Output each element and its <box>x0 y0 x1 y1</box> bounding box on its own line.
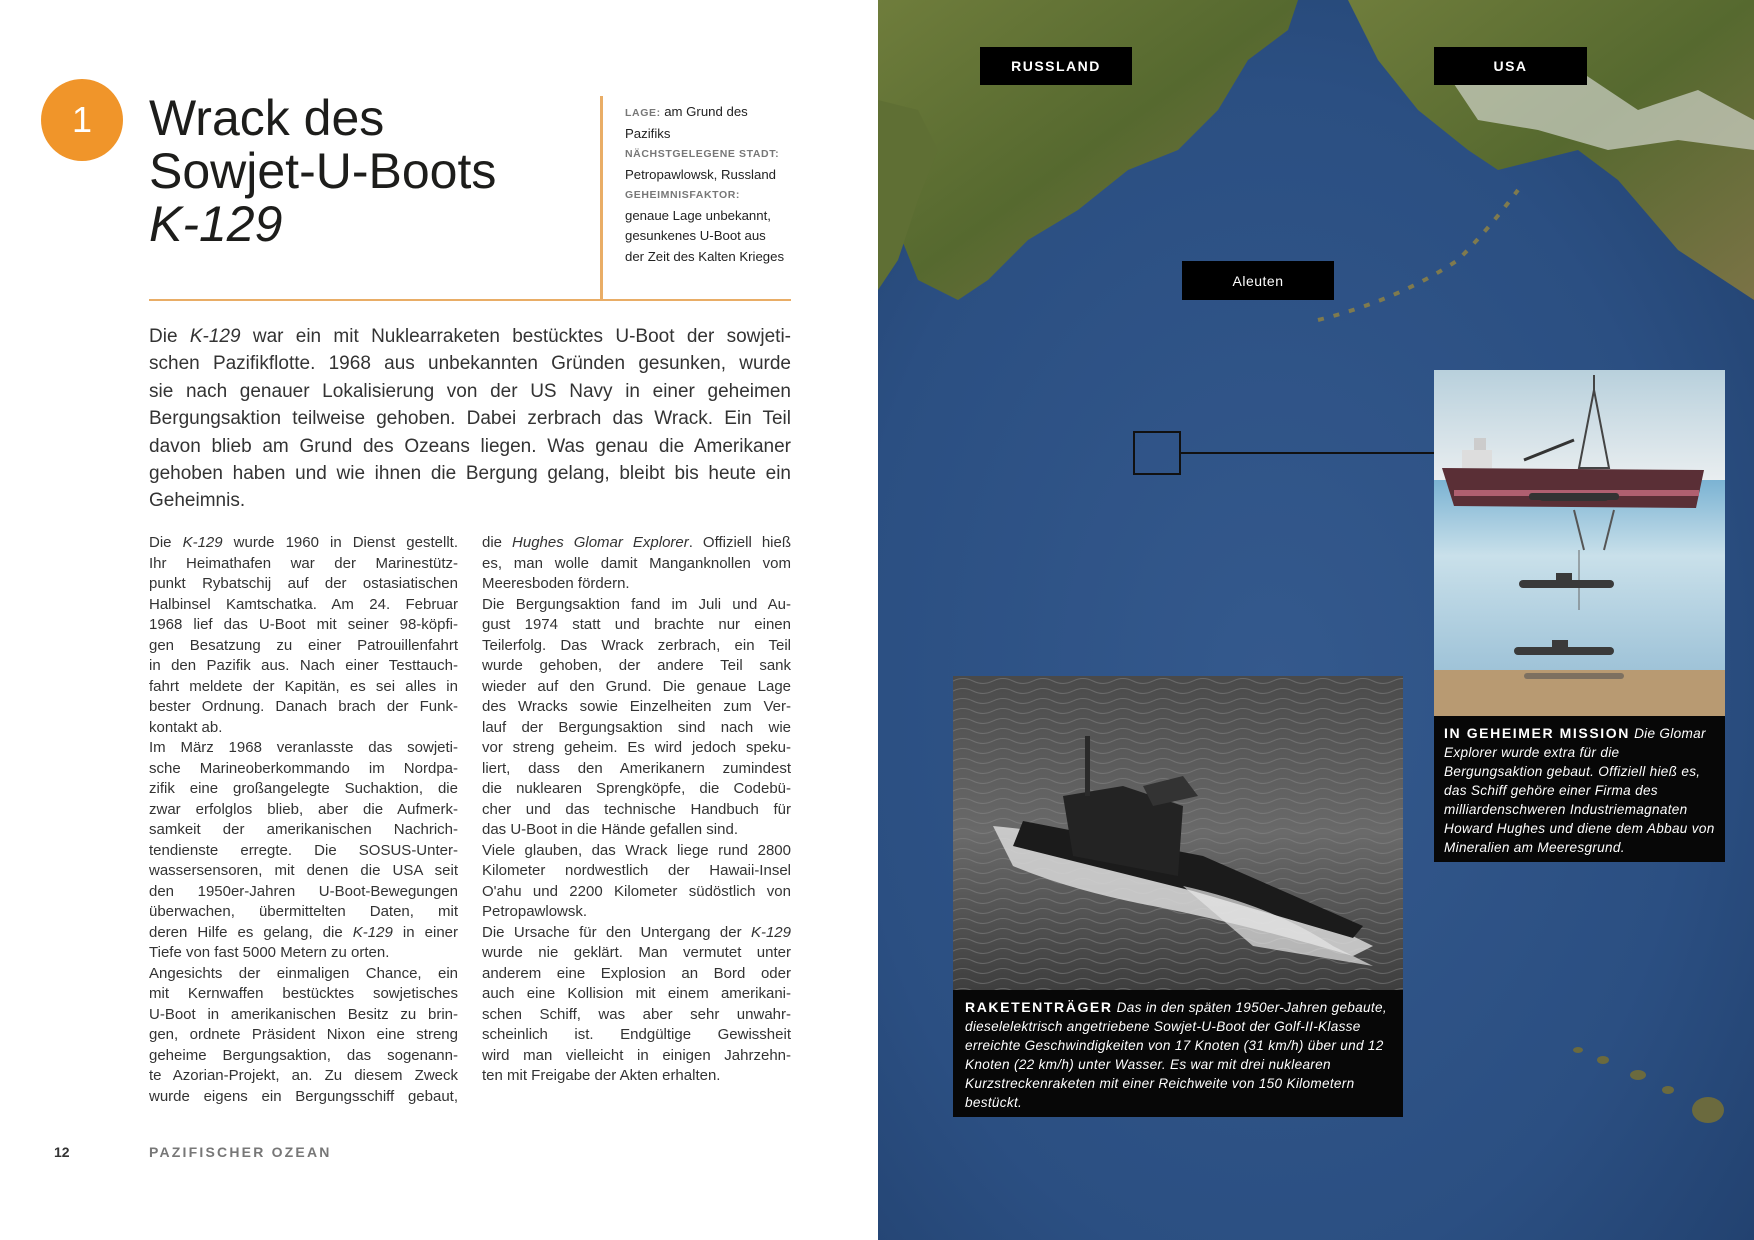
text: sche Marineoberkommando im Nordpa- <box>149 759 458 777</box>
text-line <box>149 820 458 841</box>
submarine-icon <box>1529 493 1619 501</box>
text-line <box>149 738 458 759</box>
text: Teilerfolg. Das Wrack zerbrach, ein Teil <box>482 636 791 654</box>
info-line <box>625 226 805 247</box>
text: war ein mit Nuklearraketen bestücktes U-Boot der sowjeti- <box>240 326 791 347</box>
map-label-usa: USA <box>1434 47 1587 85</box>
text: Die Bergungsaktion fand im Juli und Au- <box>482 595 791 613</box>
text-line <box>149 923 458 944</box>
text: Angesichts der einmaligen Chance, ein <box>149 964 458 982</box>
text: Die <box>149 326 190 347</box>
text-line <box>149 779 458 800</box>
text-line <box>482 718 791 739</box>
text-line <box>149 487 791 514</box>
info-line <box>625 102 805 124</box>
page-number: 12 <box>54 1144 70 1160</box>
map-label-russia: RUSSLAND <box>980 47 1132 85</box>
text: wieder auf den Grund. Die genaue Lage <box>482 677 791 695</box>
text: Halbinsel Kamtschatka. Am 24. Februar <box>149 595 458 613</box>
text: zifik eine großangelegte Suchaktion, die <box>149 780 458 797</box>
text-line <box>482 902 791 923</box>
section-title: PAZIFISCHER OZEAN <box>149 1144 332 1160</box>
header-rule <box>149 299 791 301</box>
text-line <box>482 800 791 821</box>
text-line <box>482 841 791 862</box>
text: Geheimnis. <box>149 490 246 512</box>
text: Die <box>149 534 183 551</box>
text-line <box>149 697 458 718</box>
text-line <box>482 615 791 636</box>
text-line <box>149 882 458 903</box>
text-line <box>149 1025 458 1046</box>
italic-text: K-129 <box>352 923 393 941</box>
text: in den Pazifik aus. Nach einer Testtauch- <box>149 657 458 674</box>
info-value: genaue Lage unbekannt, <box>625 207 771 223</box>
text: lauf der Bergungsaktion sind nach wie <box>482 718 791 736</box>
text: punkt Rybatschij auf der ostasiatischen <box>149 575 458 592</box>
info-value: am Grund des <box>664 104 748 119</box>
text: gehoben haben und wie ihnen die Bergung gelang, bleibt bis heute ein <box>149 462 791 484</box>
text-line <box>482 574 791 595</box>
text-line <box>149 861 458 882</box>
info-value: Petropawlowsk, Russland <box>625 166 776 182</box>
info-line <box>625 206 805 227</box>
italic-text: K-129 <box>189 326 241 347</box>
title-line: Wrack des <box>149 90 385 146</box>
text: deren Hilfe es gelang, die <box>149 923 353 941</box>
info-line <box>625 247 805 268</box>
body-column-2 <box>482 533 791 1087</box>
text: in einer <box>392 923 458 941</box>
text: Tiefe von fast 5000 Metern zu orten. <box>149 944 390 961</box>
text: vor streng geheim. Es wird jedoch speku- <box>482 739 791 756</box>
text: wurde eigens ein Bergungsschiff gebaut, <box>149 1087 458 1105</box>
glomar-caption <box>1434 716 1725 862</box>
text-line <box>149 677 458 698</box>
info-value: Pazifiks <box>625 125 671 141</box>
text-line <box>149 718 458 739</box>
text-line <box>149 554 458 575</box>
text-line <box>149 841 458 862</box>
text: U-Boot in amerikanischen Besitz zu brin- <box>149 1005 458 1023</box>
title-line: Sowjet-U-Boots <box>149 143 497 199</box>
italic-text: K-129 <box>182 534 223 551</box>
text: te Azorian-Projekt, an. Zu diesem Zweck <box>149 1067 458 1084</box>
text: auch eine Kollision mit einem amerikani- <box>482 985 791 1002</box>
text-line <box>149 1046 458 1067</box>
info-box <box>625 102 805 267</box>
text: des Wracks sowie Einzelheiten zum Ver- <box>482 698 791 715</box>
text: O'ahu und 2200 Kilometer südöstlich von <box>482 882 791 900</box>
text-line <box>482 533 791 554</box>
text: kontakt ab. <box>149 718 223 736</box>
text-line <box>149 574 458 595</box>
text: den 1950er-Jahren U-Boot-Bewegungen <box>149 882 458 900</box>
body-column-1 <box>149 533 458 1107</box>
lead-paragraph <box>149 323 791 515</box>
text: liert, dass den Amerikanern zumindest <box>482 759 791 777</box>
info-label: NÄCHSTGELEGENE STADT: <box>625 148 780 160</box>
text-line <box>149 1066 458 1087</box>
info-line <box>625 165 805 186</box>
text-line <box>149 533 458 554</box>
text-line <box>482 1025 791 1046</box>
text-line <box>149 984 458 1005</box>
submarine-icon <box>1519 580 1614 588</box>
text: samkeit der amerikanischen Nachrich- <box>149 821 458 838</box>
text-line <box>482 984 791 1005</box>
text: das U-Boot in die Hände gefallen sind. <box>482 821 738 838</box>
info-value: der Zeit des Kalten Krieges <box>625 248 785 264</box>
text-line <box>482 656 791 677</box>
text: schen Schiff, was aber sehr unwahr- <box>482 1005 791 1023</box>
text: cher und das technische Handbuch für <box>482 800 791 818</box>
info-value: gesunkenes U-Boot aus <box>625 228 766 243</box>
caption-heading: RAKETENTRÄGER <box>965 999 1113 1015</box>
text-line <box>149 595 458 616</box>
text: gen Besatzung zu einer Patrouillenfahrt <box>149 636 458 654</box>
text: gust 1974 statt und brachte nur einen <box>482 616 791 633</box>
text-line <box>482 636 791 657</box>
text: ten mit Freigabe der Akten erhalten. <box>482 1067 721 1084</box>
submarine-icon <box>1514 647 1614 655</box>
text: anderem eine Explosion an Bord oder <box>482 964 791 982</box>
text-line <box>482 697 791 718</box>
text: wurde gehoben, der andere Teil sank <box>482 657 791 674</box>
text: es, man wolle damit Manganknollen vom <box>482 554 791 572</box>
caption-text: Die Glomar Explorer wurde extra für die Bergungsaktion gebaut. Offiziell hieß es, das Schiff gehöre einer Firma des milliardenschweren Industriemagnaten Howard Hughes und diene dem Abbau von Mineralien am Meeresgrund. <box>1444 726 1715 855</box>
text: gen, ordnete Präsident Nixon eine streng <box>149 1026 458 1043</box>
text-line <box>482 677 791 698</box>
submarine-photo <box>953 676 1403 990</box>
chapter-number-badge: 1 <box>41 79 123 161</box>
text: geheime Bergungsaktion, das sogenann- <box>149 1046 458 1064</box>
text-line <box>482 779 791 800</box>
text-line <box>149 636 458 657</box>
text-line <box>149 378 791 405</box>
map-label-aleutians: Aleuten <box>1182 261 1334 300</box>
text-line <box>482 759 791 780</box>
text-line <box>482 738 791 759</box>
text-line <box>149 615 458 636</box>
italic-text: K-129 <box>750 923 791 941</box>
text: die <box>482 534 513 551</box>
text: Petropawlowsk. <box>482 903 588 920</box>
text: die nuklearen Sprengköpfe, die Codebü- <box>482 780 791 797</box>
text: . Offiziell hieß <box>688 534 791 551</box>
text: bester Ordnung. Danach brach der Funk- <box>149 698 458 715</box>
text-line <box>149 405 791 432</box>
text-line <box>482 1066 791 1087</box>
text: wurde 1960 in Dienst gestellt. <box>222 534 458 551</box>
text-line <box>149 902 458 923</box>
text-line <box>482 1005 791 1026</box>
text: Meeresboden fördern. <box>482 575 630 592</box>
title-line-italic: K-129 <box>149 196 283 252</box>
text-line <box>149 943 458 964</box>
text: 1968 lief das U-Boot mit seiner 98-köpfi- <box>149 616 458 633</box>
text: scheinlich ist. Endgültige Gewissheit <box>482 1026 791 1043</box>
info-line <box>625 124 805 145</box>
info-label: LAGE: <box>625 107 665 119</box>
text-line <box>149 350 791 377</box>
text-line <box>482 882 791 903</box>
text: fahrt meldete der Kapitän, es sei alles in <box>149 677 458 695</box>
text-line <box>149 1005 458 1026</box>
text: Die Ursache für den Untergang der <box>482 923 751 941</box>
text: Bergungsaktion teilweise gehoben. Dabei zerbrach das Wrack. Ein Teil <box>149 408 791 430</box>
text-line <box>149 323 791 350</box>
text: Im März 1968 veranlasste das sowjeti- <box>149 739 458 756</box>
text: schen Pazifikflotte. 1968 aus unbekannten Gründen gesunken, wurde <box>149 353 791 375</box>
caption-heading: IN GEHEIMER MISSION <box>1444 725 1630 741</box>
text-line <box>482 595 791 616</box>
info-divider <box>600 96 603 300</box>
text-line <box>149 1087 458 1108</box>
text: tendienste erregte. Die SOSUS-Unter- <box>149 841 458 859</box>
text: wird man vielleicht in einigen Jahrzehn- <box>482 1046 791 1064</box>
text: Viele glauben, das Wrack liege rund 2800 <box>482 841 791 859</box>
text-line <box>149 460 791 487</box>
text-line <box>482 923 791 944</box>
glomar-explorer-illustration <box>1434 370 1725 716</box>
italic-text: Hughes Glomar Explorer <box>512 534 689 551</box>
text-line <box>482 943 791 964</box>
text-line <box>482 554 791 575</box>
page-title <box>149 92 496 251</box>
info-label: GEHEIMNISFAKTOR: <box>625 189 740 201</box>
text-line <box>482 820 791 841</box>
text-line <box>482 861 791 882</box>
text: davon blieb am Grund des Ozeans liegen. Was genau die Amerikaner <box>149 435 791 457</box>
text-line <box>149 964 458 985</box>
text: wassersensoren, mit denen die USA seit <box>149 862 458 879</box>
submarine-caption <box>953 990 1403 1117</box>
text: sie nach genauer Lokalisierung von der US Navy in einer geheimen <box>149 380 791 402</box>
text-line <box>149 433 791 460</box>
text-line <box>149 800 458 821</box>
text-line <box>149 656 458 677</box>
text-line <box>149 759 458 780</box>
text: mit Kernwaffen bestücktes sowjetisches <box>149 985 458 1002</box>
text: zwar erfolglos blieb, aber die Aufmerk- <box>149 800 458 818</box>
text-line <box>482 1046 791 1067</box>
text-line <box>482 964 791 985</box>
caption-text: Das in den späten 1950er-Jahren gebaute, dieselelektrisch angetriebene Sowjet-U-Boot der Golf-II-Klasse erreichte Geschwindigkeiten von 17 Knoten (31 km/h) über und 12 Knoten (22 km/h) unter Wasser. Es war mit drei nuklearen Kurzstreckenraketen mit einer Reichweite von 150 Kilometern bestückt. <box>965 1000 1387 1110</box>
text: Ihr Heimathafen war der Marinestütz- <box>149 554 458 572</box>
text: wurde nie geklärt. Man vermutet unter <box>482 944 791 961</box>
text: überwachen, übermittelten Daten, mit <box>149 903 458 920</box>
text: Kilometer nordwestlich der Hawaii-Insel <box>482 862 791 879</box>
